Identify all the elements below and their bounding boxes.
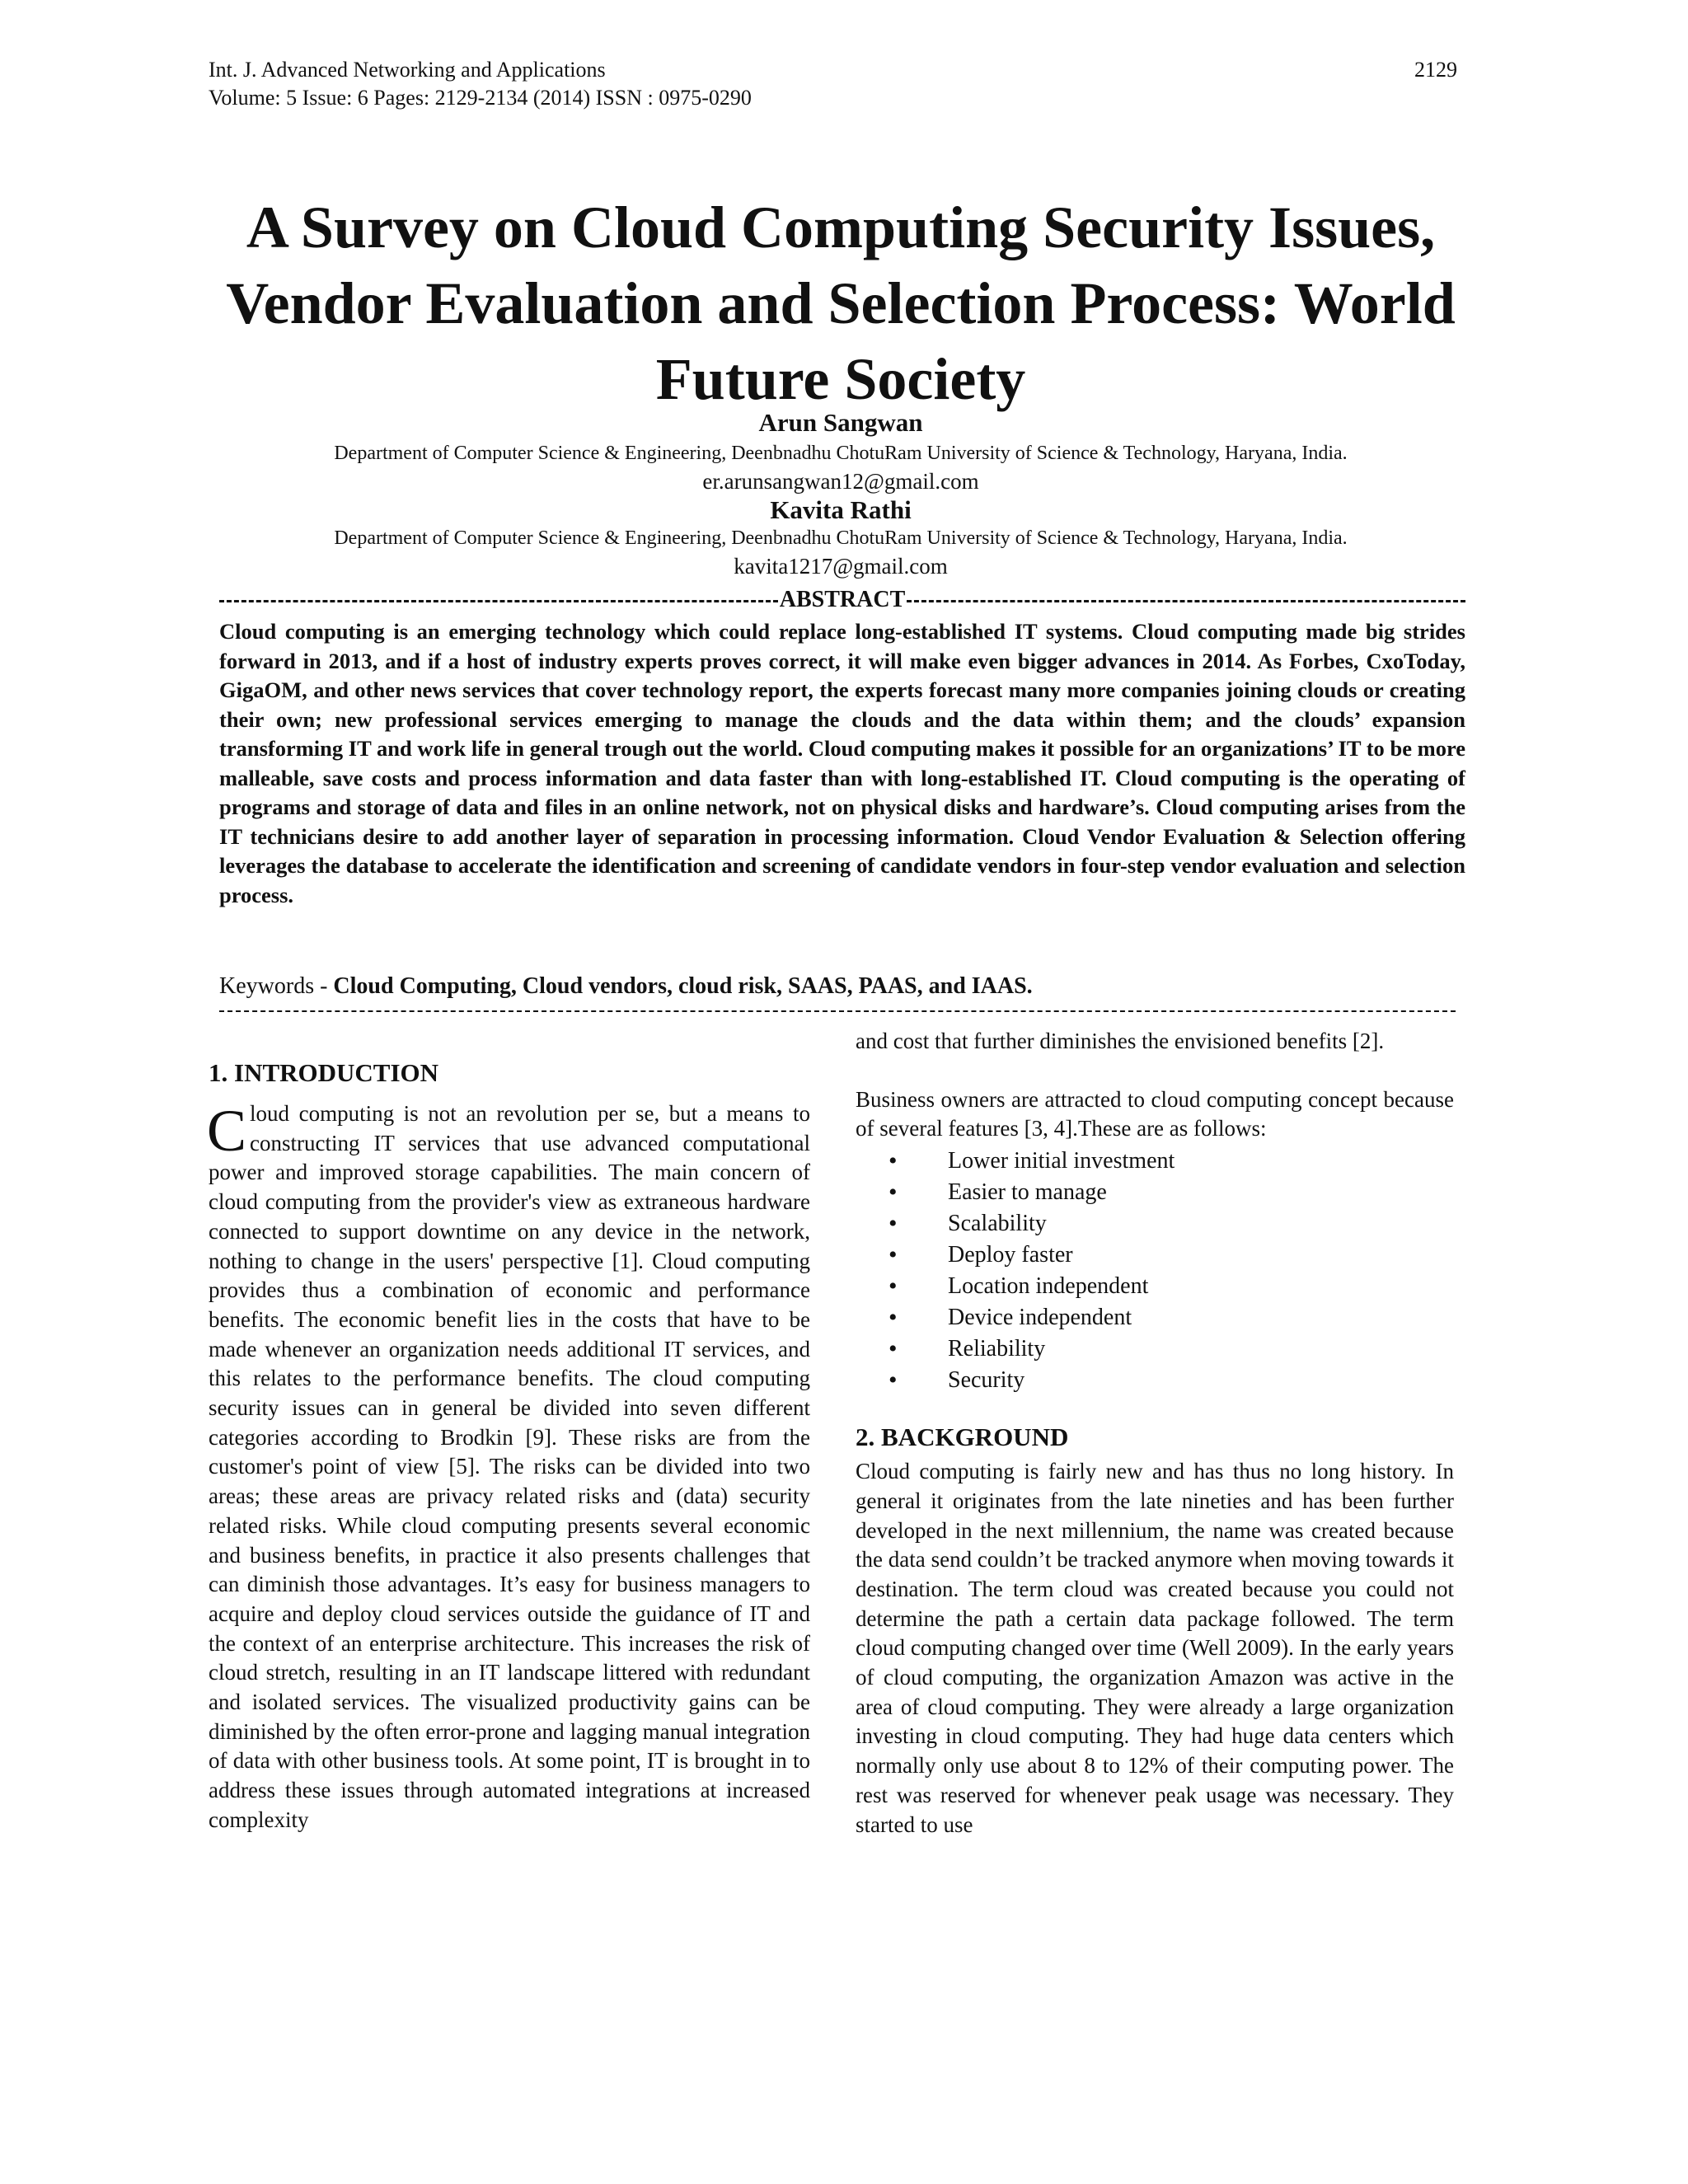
background-paragraph: Cloud computing is fairly new and has thus no long history. In general it originates from the late nineties and has been further developed in the next millennium, the name was created because the data send couldn’t be tracked anymore when moving towards it destination. The term cloud was created because you could not determine the path a certain data package followed. The term cloud computing changed over time (Well 2009). In the early years of cloud computing, the organization Amazon was active in the area of cloud computing. They were already a large organization investing in cloud computing. They had huge data centers which normally only use about 8 to 12% of their computing power. The rest was reserved for whenever peak usage was necessary. They started to use bbox=[856, 1459, 1454, 1837]
continued-paragraph: and cost that further diminishes the envisioned benefits [2]. bbox=[856, 1029, 1385, 1053]
list-item: • Scalability bbox=[856, 1208, 1454, 1240]
features-list bbox=[856, 1146, 1454, 1396]
author-affiliation: Department of Computer Science & Engineering, Deenbnadhu ChotuRam University of Science & Technology, Haryana, India. bbox=[334, 443, 1348, 464]
journal-volume-info: Volume: 5 Issue: 6 Pages: 2129-2134 (2014) ISSN : 0975-0290 bbox=[209, 86, 752, 110]
list-item: • Lower initial investment bbox=[856, 1146, 1454, 1177]
dashed-rule-left bbox=[219, 600, 778, 602]
introduction-paragraph bbox=[209, 1099, 810, 1835]
abstract-divider bbox=[219, 588, 1465, 612]
author-name: Arun Sangwan bbox=[758, 408, 923, 437]
list-item: • Device independent bbox=[856, 1302, 1454, 1333]
abstract-text: Cloud computing is an emerging technology which could replace long-established IT systems. Cloud computing made big strides forward in 2013, and if a host of industry experts proves correct, it will make even bigger advances in 2014. As Forbes, CxoToday, GigaOM, and other news services that cover technology report, the experts forecast many more companies joining clouds or creating their own; new professional services emerging to manage the clouds and the data within them; and the clouds’ expansion transforming IT and work life in general trough out the world. Cloud computing makes it possible for an organizations’ IT to be more malleable, save costs and process information and data faster than with long-established IT. Cloud computing is the operating of programs and storage of data and files in an online network, not on physical disks and hardware’s. Cloud computing arises from the IT technicians desire to add another layer of separation in processing information. Cloud Vendor Evaluation & Selection offering leverages the database to accelerate the identification and screening of candidate vendors in four-step vendor evaluation and selection process. bbox=[219, 619, 1465, 907]
paper-title: A Survey on Cloud Computing Security Issues, Vendor Evaluation and Selection Process: World Future Society bbox=[226, 194, 1456, 412]
author-name: Kavita Rathi bbox=[770, 495, 912, 524]
right-column bbox=[856, 1027, 1454, 1840]
author-affiliation: Department of Computer Science & Engineering, Deenbnadhu ChotuRam University of Science & Technology, Haryana, India. bbox=[334, 527, 1348, 549]
page-number: 2129 bbox=[1414, 58, 1457, 82]
list-item: • Reliability bbox=[856, 1333, 1454, 1365]
journal-name: Int. J. Advanced Networking and Applications bbox=[209, 58, 606, 82]
drop-cap: C bbox=[207, 1098, 247, 1164]
keywords-divider bbox=[219, 1010, 1456, 1012]
author-email: er.arunsangwan12@gmail.com bbox=[702, 469, 979, 494]
features-intro-paragraph: Business owners are attracted to cloud computing concept because of several features [3, 4].These are as follows: bbox=[856, 1086, 1454, 1141]
keywords-label: Keywords - bbox=[219, 973, 334, 999]
keywords bbox=[219, 972, 1465, 1001]
left-column bbox=[209, 1057, 810, 1835]
section-heading-background: 2. BACKGROUND bbox=[856, 1422, 1069, 1452]
section-heading-introduction: 1. INTRODUCTION bbox=[209, 1058, 439, 1087]
dashed-rule-right bbox=[907, 600, 1465, 602]
author-email: kavita1217@gmail.com bbox=[734, 554, 948, 579]
introduction-text: loud computing is not an revolution per se, but a means to constructing IT services that use advanced computational power and improved storage capabilities. The main concern of cloud computing from the provider's view as extraneous hardware connected to support downtime on any device in the network, nothing to change in the users' perspective [1]. Cloud computing provides thus a combination of economic and performance benefits. The economic benefit lies in the costs that have to be made whenever an organization needs additional IT services, and this relates to the performance benefits. The cloud computing security issues can in general be divided into seven different categories according to Brodkin [9]. These risks are from the customer's point of view [5]. The risks can be divided into two areas; these areas are privacy related risks and (data) security related risks. While cloud computing presents several economic and business benefits, in practice it also presents challenges that can diminish those advantages. It’s easy for business managers to acquire and deploy cloud services outside the guidance of IT and the context of an enterprise architecture. This increases the risk of cloud stretch, resulting in an IT landscape littered with redundant and isolated services. The visualized productivity gains can be diminished by the often error-prone and lagging manual integration of data with other business tools. At some point, IT is brought in to address these issues through automated integrations at increased complexity bbox=[209, 1101, 810, 1832]
abstract-label: ABSTRACT bbox=[779, 588, 906, 612]
keywords-value: Cloud Computing, Cloud vendors, cloud risk, SAAS, PAAS, and IAAS. bbox=[333, 973, 1033, 999]
list-item: • Location independent bbox=[856, 1271, 1454, 1302]
list-item: • Deploy faster bbox=[856, 1240, 1454, 1271]
list-item: • Security bbox=[856, 1365, 1454, 1396]
list-item: • Easier to manage bbox=[856, 1177, 1454, 1208]
